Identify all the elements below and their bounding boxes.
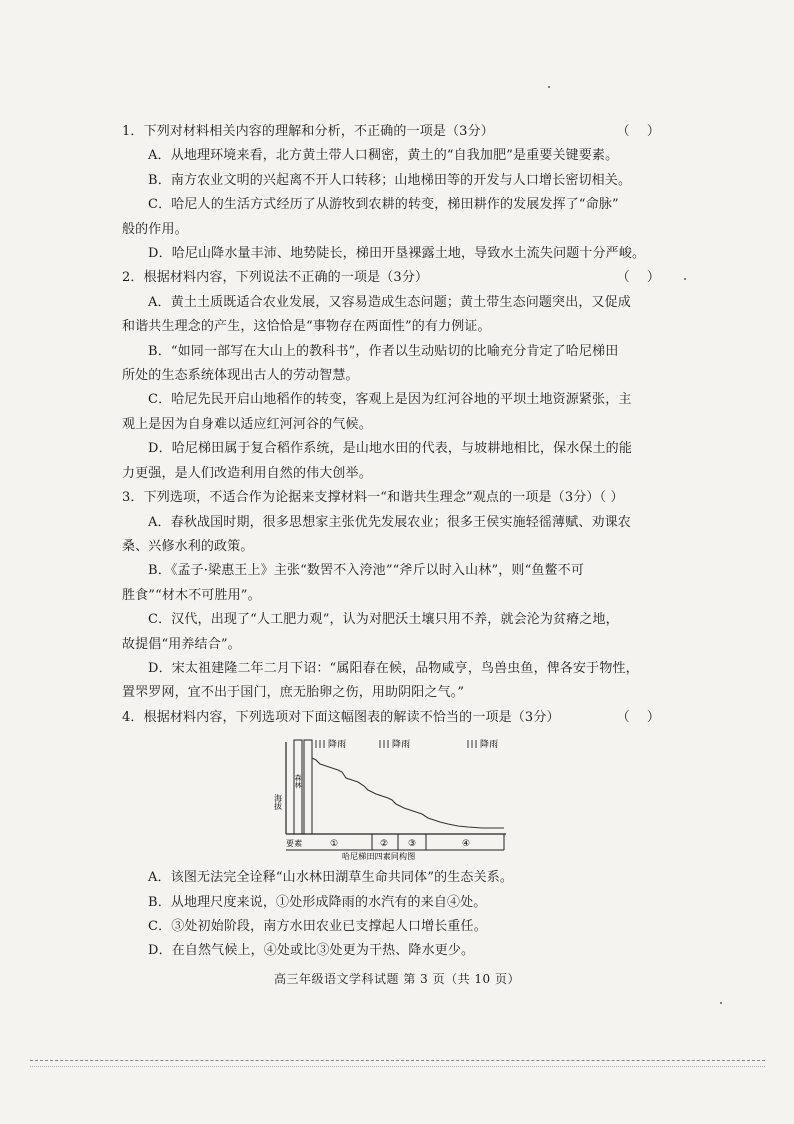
scan-rule xyxy=(30,1060,765,1061)
rain-label-2: 降雨 xyxy=(392,740,411,751)
option-a: A．春秋战国时期，很多思想家主张优先发展农业；很多王侯实施轻徭薄赋、劝课农 xyxy=(148,514,631,530)
options-list xyxy=(122,866,674,964)
x-axis-label: 要素 xyxy=(286,839,303,849)
zone-label-4: ④ xyxy=(462,839,471,850)
scan-speck xyxy=(720,1002,722,1004)
option-b: B．《孟子·梁惠王上》主张“数罟不入洿池”“斧斤以时入山林”，则“鱼鳖不可 xyxy=(148,563,584,579)
option-c-cont: 般的作用。 xyxy=(122,221,188,237)
answer-paren[interactable]: （ ） xyxy=(616,270,660,286)
rain-label-1: 降雨 xyxy=(328,740,347,751)
option-c: C．哈尼先民开启山地稻作的转变，客观上是因为红河谷地的平坝土地资源紧张，主 xyxy=(148,392,632,408)
scan-rule-secondary xyxy=(30,1066,765,1067)
option-c-cont: 观上是因为自身难以适应红河河谷的气候。 xyxy=(122,416,372,432)
option-b: B．南方农业文明的兴起离不开人口转移；山地梯田等的开发与人口增长密切相关。 xyxy=(148,172,632,188)
question-stem: 2．根据材料内容，下列说法不正确的一项是（3分） xyxy=(122,270,429,286)
option-a: A．从地理环境来看，北方黄土带人口稠密，黄土的“自我加肥”是重要关键要素。 xyxy=(148,148,619,164)
question-item-3 xyxy=(122,486,674,706)
zone-label-2: ② xyxy=(380,839,389,850)
option-d: D．哈尼山降水量丰沛、地势陡长，梯田开垦裸露土地，导致水土流失问题十分严峻。 xyxy=(148,246,646,262)
scan-speck xyxy=(684,278,686,280)
diagram-caption: 哈尼梯田四素同构图 xyxy=(342,852,416,861)
question-item-4 xyxy=(122,706,674,964)
question-stem: 3．下列选项，不适合作为论据来支撑材料一“和谐共生理念”观点的一项是（3分）（ ） xyxy=(122,490,624,506)
terrace-diagram xyxy=(122,734,674,862)
option-b: B．“如同一部写在大山上的教科书”，作者以生动贴切的比喻充分肯定了哈尼梯田 xyxy=(148,343,619,359)
terrace-diagram-svg xyxy=(272,734,512,860)
forest-label: 森林 xyxy=(294,774,302,789)
scan-speck xyxy=(548,86,550,88)
option-a-cont: 和谐共生理念的产生，这恰恰是“事物存在两面性”的有力例证。 xyxy=(122,319,491,335)
option-b-cont: 所处的生态系统体现出古人的劳动智慧。 xyxy=(122,368,359,384)
options-list xyxy=(122,144,674,266)
answer-paren[interactable]: （ ） xyxy=(616,124,660,139)
zone-label-3: ③ xyxy=(408,839,417,850)
option-c: C．汉代，出现了“人工肥力观”，认为对肥沃土壤只用不养，就会沦为贫瘠之地， xyxy=(148,612,619,628)
option-d-cont: 力更强，是人们改造利用自然的伟大创举。 xyxy=(122,465,372,481)
option-d: D．宋太祖建隆二年二月下诏：“属阳春在候，品物咸亨，鸟兽虫鱼，俾各安于物性， xyxy=(148,660,639,676)
question-item-1 xyxy=(122,120,674,266)
option-a-cont: 桑、兴修水利的政策。 xyxy=(122,538,254,554)
question-list xyxy=(122,120,674,964)
terrain-profile xyxy=(312,758,504,828)
options-list xyxy=(122,291,674,486)
question-stem: 4．根据材料内容，下列选项对下面这幅图表的解读不恰当的一项是（3分） xyxy=(122,709,560,725)
option-b-cont: 胜食”“材木不可胜用”。 xyxy=(122,587,261,603)
question-stem: 1．下列对材料相关内容的理解和分析，不正确的一项是（3分） xyxy=(122,124,494,139)
rain-arrows-2 xyxy=(380,740,388,748)
answer-paren[interactable]: （ ） xyxy=(616,709,660,725)
option-c: C．哈尼人的生活方式经历了从游牧到农耕的转变，梯田耕作的发展发挥了“命脉” xyxy=(148,197,619,213)
rain-arrows-3 xyxy=(468,740,476,748)
option-d: D．在自然气候上，④处或比③处更为干热、降水更少。 xyxy=(148,943,475,959)
options-list xyxy=(122,511,674,706)
option-b: B．从地理尺度来说，①处形成降雨的水汽有的来自④处。 xyxy=(148,894,487,910)
option-a: A．该图无法完全诠释“山水林田湖草生命共同体”的生态关系。 xyxy=(148,870,514,886)
option-c: C．③处初始阶段，南方水田农业已支撑起人口增长重任。 xyxy=(148,918,487,934)
rain-label-3: 降雨 xyxy=(480,740,499,751)
zone-label-1: ① xyxy=(330,839,339,850)
village-column xyxy=(304,740,312,834)
option-d: D．哈尼梯田属于复合稻作系统，是山地水田的代表，与坡耕地相比，保水保土的能 xyxy=(148,441,632,457)
page-footer: 高三年级语文学科试题 第 3 页（共 10 页） xyxy=(274,972,520,986)
option-a: A．黄土土质既适合农业发展，又容易造成生态问题；黄土带生态问题突出，又促成 xyxy=(148,294,631,310)
rain-arrows-1 xyxy=(316,740,324,748)
question-item-2 xyxy=(122,266,674,486)
option-d-cont: 置罘罗网，宜不出于国门，庶无胎卵之伤，用助阴阳之气。” xyxy=(122,685,465,701)
y-axis-label: 海拔 xyxy=(273,794,283,811)
option-c-cont: 故提倡“用养结合”。 xyxy=(122,636,241,652)
